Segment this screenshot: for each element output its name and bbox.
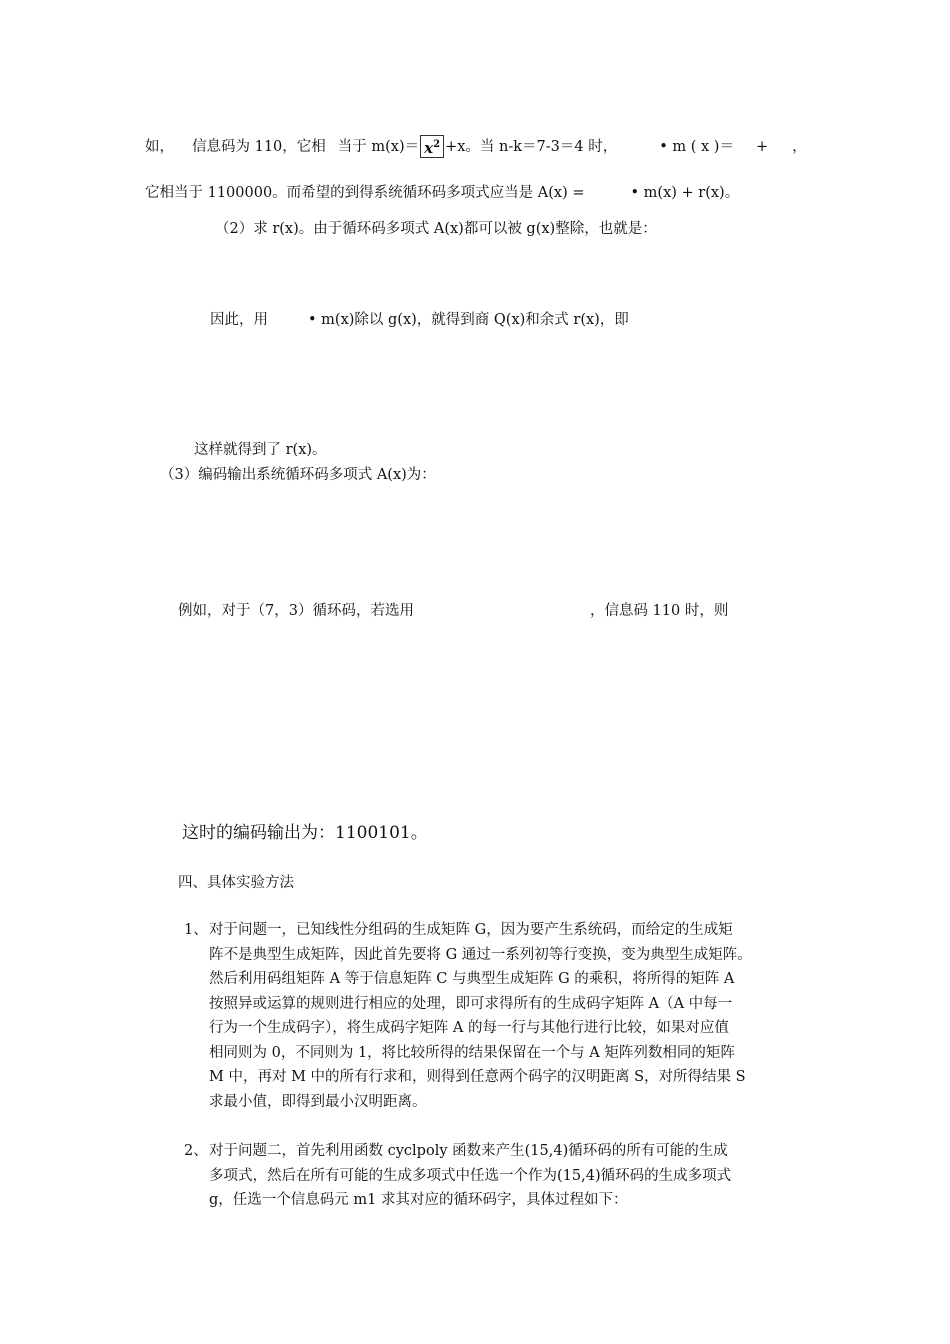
text-info-code-when: ，信息码 110 时，则: [589, 603, 729, 619]
item-number: 1、: [184, 922, 208, 938]
text-example-select: 例如，对于（7，3）循环码，若选用: [178, 603, 414, 619]
paragraph-line: 行为一个生成码字），将生成码字矩阵 A 的每一行与其他行进行比较，如果对应值: [209, 1020, 729, 1036]
method-item-1: [184, 918, 752, 1114]
paragraph-line: 对于问题一，已知线性分组码的生成矩阵 G，因为要产生系统码，而给定的生成矩: [209, 922, 733, 938]
line-encode-output: （3）编码输出系统循环码多项式 A(x)为：: [160, 467, 436, 483]
text-plus: +: [755, 139, 769, 155]
text-divide-by-gx: • m(x)除以 g(x)，就得到商 Q(x)和余式 r(x)，即: [308, 312, 629, 328]
method-item-2: [184, 1139, 731, 1213]
line-example-73-code: [178, 601, 728, 621]
line-therefore-divide: [210, 310, 629, 330]
paragraph-line: 相同则为 0，不同则为 1，将比较所得的结果保留在一个与 A 矩阵列数相同的矩阵: [209, 1044, 735, 1061]
line-example-info-code: [145, 135, 807, 158]
text-equivalent-1100000: 它相当于 1100000。而希望的到得系统循环码多项式应当是 A(x) =: [145, 185, 585, 201]
paragraph-line: 按照异或运算的规则进行相应的处理，即可求得所有的生成码字矩阵 A（A 中每一: [209, 995, 733, 1012]
text-info-code-110: 信息码为 110，它相: [192, 139, 326, 155]
paragraph-line: g，任选一个信息码元 m1 求其对应的循环码字，具体过程如下：: [209, 1192, 628, 1208]
x-squared-formula: $x^2$: [420, 135, 444, 158]
paragraph-line: 阵不是典型生成矩阵，因此首先要将 G 通过一系列初等行变换，变为典型生成矩阵。: [209, 946, 752, 963]
text-equiv-mx: 当于 m(x)＝: [337, 139, 420, 155]
text-ru: 如，: [145, 139, 174, 155]
paragraph-line: 多项式，然后在所有可能的生成多项式中任选一个作为(15,4)循环码的生成多项式: [209, 1167, 732, 1184]
section-title: 四、具体实验方法: [178, 875, 294, 891]
paragraph-line: M 中，再对 M 中的所有行求和，则得到任意两个码字的汉明距离 S，对所得结果 S: [209, 1069, 746, 1085]
text-mx-plus-rx: • m(x) + r(x)。: [630, 185, 740, 201]
text-comma: ，: [792, 139, 807, 155]
text-mx-equals: • m ( x )＝: [659, 139, 734, 155]
text-nk-condition: +x。当 n-k＝7-3＝4 时，: [445, 139, 618, 155]
line-system-cyclic-code: [145, 183, 739, 203]
paragraph-line: 对于问题二，首先利用函数 cyclpoly 函数来产生(15,4)循环码的所有可能的生成: [209, 1143, 728, 1159]
line-obtain-rx: 这样就得到了 r(x)。: [194, 442, 327, 458]
item-number: 2、: [184, 1143, 208, 1159]
line-encoded-output: 这时的编码输出为：1100101。: [182, 823, 428, 843]
paragraph-line: 求最小值，即得到最小汉明距离。: [209, 1093, 427, 1110]
paragraph-line: 然后利用码组矩阵 A 等于信息矩阵 C 与典型生成矩阵 G 的乘积，将所得的矩阵 A: [209, 971, 735, 987]
line-find-rx: （2）求 r(x)。由于循环码多项式 A(x)都可以被 g(x)整除，也就是：: [215, 221, 657, 237]
text-therefore: 因此，用: [210, 312, 268, 328]
